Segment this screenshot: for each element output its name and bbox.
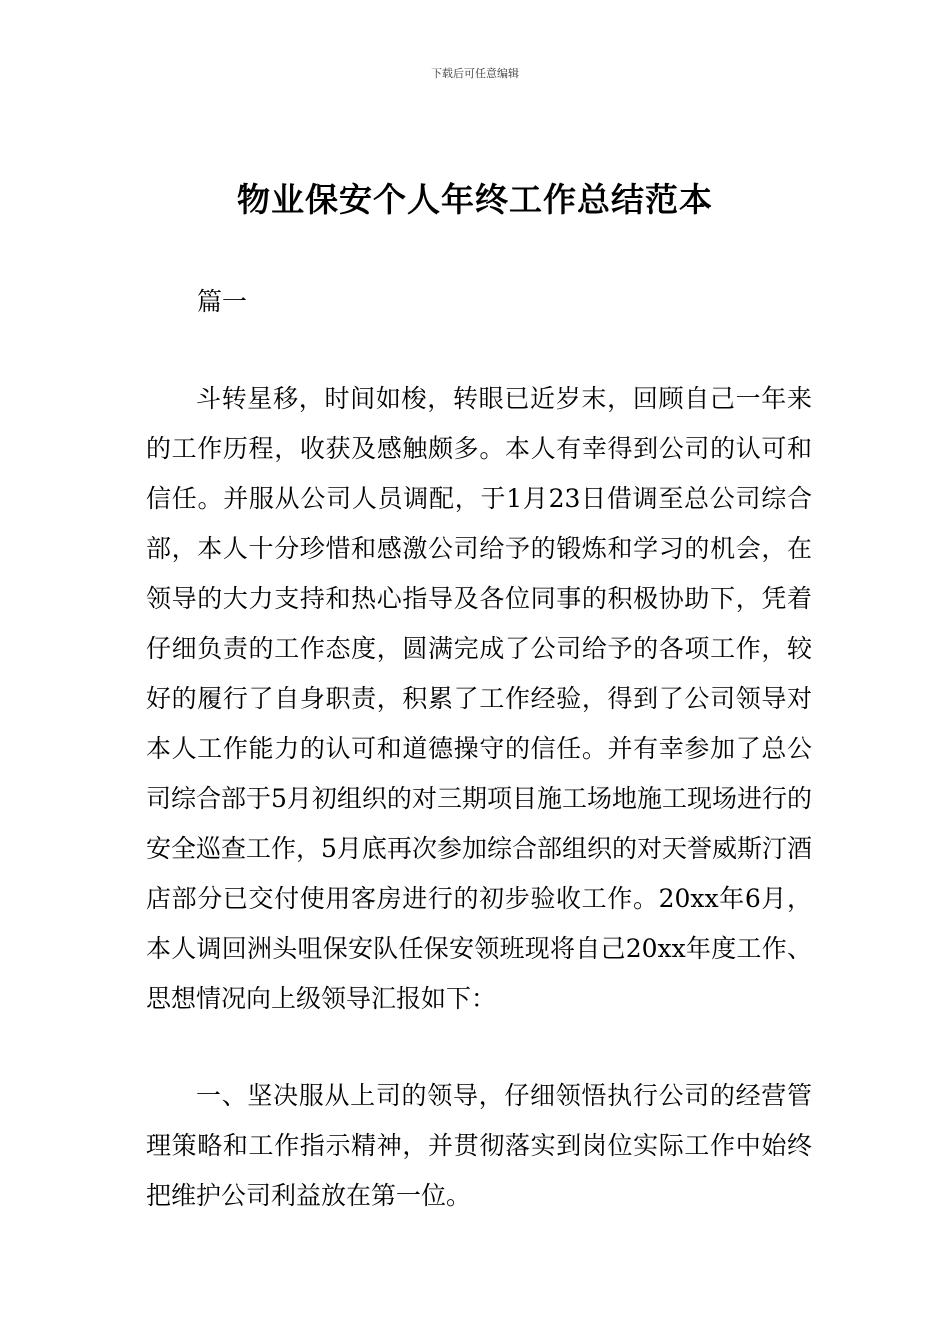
body-paragraph: 斗转星移，时间如梭，转眼已近岁末，回顾自己一年来的工作历程，收获及感触颇多。本人有幸得到公司的认可和信任。并服从公司人员调配，于1月23日借调至总公司综合部，本人十分珍惜和感激公司给予的锻炼和学习的机会，在领导的大力支持和热心指导及各位同事的积极协助下，凭着仔细负责的工作态度，圆满完成了公司给予的各项工作，较好的履行了自身职责，积累了工作经验，得到了公司领导对本人工作能力的认可和道德操守的信任。并有幸参加了总公司综合部于5月初组织的对三期项目施工场地施工现场进行的安全巡查工作，5月底再次参加综合部组织的对天誉威斯汀酒店部分已交付使用客房进行的初步验收工作。20xx年6月，本人调回洲头咀保安队任保安领班现将自己20xx年度工作、思想情况向上级领导汇报如下： [146,384,812,1013]
document-title: 物业保安个人年终工作总结范本 [237,180,713,219]
header-note: 下载后可任意编辑 [431,67,519,80]
section-label: 篇一 [197,287,248,316]
body-paragraph: 一、坚决服从上司的领导，仔细领悟执行公司的经营管理策略和工作指示精神，并贯彻落实到岗位实际工作中始终把维护公司利益放在第一位。 [146,1081,812,1210]
